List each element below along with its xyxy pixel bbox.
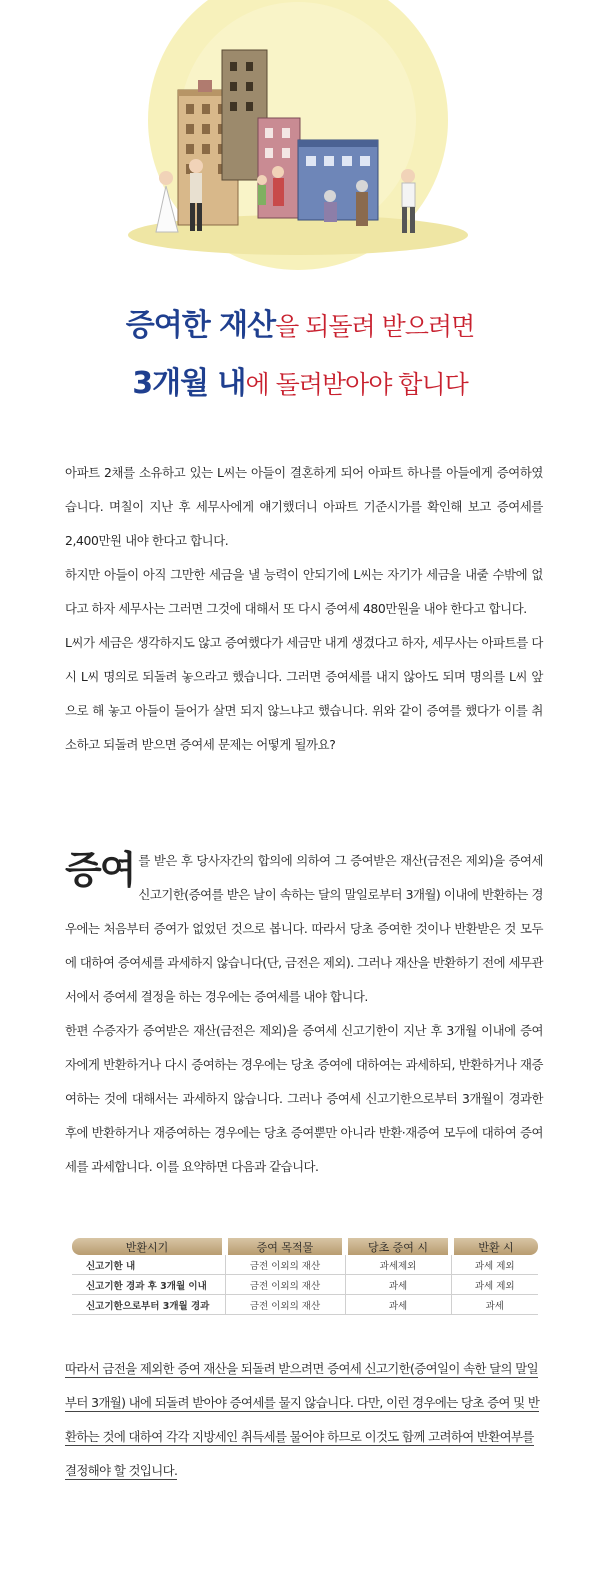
headline-rest: 에 돌려받아야 합니다 xyxy=(245,370,468,399)
table-cell: 과세 제외 xyxy=(451,1275,538,1295)
headline-line-1 xyxy=(0,300,600,344)
table-cell: 신고기한으로부터 3개월 경과 xyxy=(72,1295,225,1315)
table-header: 증여 목적물 xyxy=(225,1238,345,1255)
table-cell: 금전 이외의 재산 xyxy=(225,1295,345,1315)
table-header: 반환시기 xyxy=(72,1238,225,1255)
table-cell: 신고기한 경과 후 3개월 이내 xyxy=(72,1275,225,1295)
table-cell: 과세 xyxy=(345,1295,451,1315)
headline-rest: 을 되돌려 받으려면 xyxy=(275,312,475,341)
table-cell: 과세 제외 xyxy=(451,1255,538,1275)
table-row xyxy=(72,1255,538,1275)
table-row xyxy=(72,1295,538,1315)
headline-emphasis: 3개월 내 xyxy=(132,366,246,401)
family-city-illustration-icon xyxy=(0,0,600,270)
table-cell: 과세 xyxy=(451,1295,538,1315)
conclusion xyxy=(65,1352,543,1488)
table-cell: 과세제외 xyxy=(345,1255,451,1275)
summary-table xyxy=(72,1238,538,1315)
table-cell: 과세 xyxy=(345,1275,451,1295)
story-paragraph: 아파트 2채를 소유하고 있는 L씨는 아들이 결혼하게 되어 아파트 하나를 아들에게 증여하였습니다. 며칠이 지난 후 세무사에게 얘기했더니 아파트 기준시가를 확인해 보고 증여세를 2,400만원 내야 한다고 합니다. xyxy=(65,465,543,548)
table-row xyxy=(72,1275,538,1295)
dropcap: 증여 xyxy=(65,848,135,892)
headline-emphasis: 증여한 재산 xyxy=(125,308,276,343)
table-header: 반환 시 xyxy=(451,1238,538,1255)
conclusion-text: 따라서 금전을 제외한 증여 재산을 되돌려 받으려면 증여세 신고기한(증여일이 속한 달의 말일부터 3개월) 내에 되돌려 받아야 증여세를 물지 않습니다. 다만, 이런 경우에는 당초 증여 및 반환하는 것에 대하여 각각 지방세인 취득세를 물어야 하므로 이것도 함께 고려하여 반환여부를 결정해야 할 것입니다. xyxy=(65,1361,540,1478)
explanation-text: 를 받은 후 당사자간의 합의에 의하여 그 증여받은 재산(금전은 제외)을 증여세 신고기한(증여를 받은 날이 속하는 달의 말일로부터 3개월) 이내에 반환하는 경우에는 처음부터 증여가 없었던 것으로 봅니다. 따라서 당초 증여한 것이나 반환받은 것 모두에 대하여 증여세를 과세하지 않습니다(단, 금전은 제외). 그러나 재산을 반환하기 전에 세무관서에서 증여세 결정을 하는 경우에는 증여세를 내야 합니다. xyxy=(65,853,543,1004)
table-header-row xyxy=(72,1238,538,1255)
headline-line-2 xyxy=(0,358,600,402)
table-header: 당초 증여 시 xyxy=(345,1238,451,1255)
table-cell: 금전 이외의 재산 xyxy=(225,1255,345,1275)
story-paragraph: 하지만 아들이 아직 그만한 세금을 낼 능력이 안되기에 L씨는 자기가 세금을 내줄 수밖에 없다고 하자 세무사는 그러면 그것에 대해서 또 다시 증여세 480만원을 내야 한다고 합니다. xyxy=(65,567,543,616)
case-story xyxy=(65,456,543,762)
story-paragraph: L씨가 세금은 생각하지도 않고 증여했다가 세금만 내게 생겼다고 하자, 세무사는 아파트를 다시 L씨 명의로 되돌려 놓으라고 했습니다. 그러면 증여세를 내지 않아도 되며 명의를 L씨 앞으로 해 놓고 아들이 들어가 살면 되지 않느냐고 했습니다. 위와 같이 증여를 했다가 이를 취소하고 되돌려 받으면 증여세 문제는 어떻게 될까요? xyxy=(65,635,543,752)
explanation xyxy=(65,844,543,1184)
table-cell: 신고기한 내 xyxy=(72,1255,225,1275)
explanation-paragraph: 한편 수증자가 증여받은 재산(금전은 제외)을 증여세 신고기한이 지난 후 3개월 이내에 증여자에게 반환하거나 다시 증여하는 경우에는 당초 증여에 대하여는 과세하되, 반환하거나 재증여하는 것에 대해서는 과세하지 않습니다. 그러나 증여세 신고기한으로부터 3개월이 경과한 후에 반환하거나 재증여하는 경우에는 당초 증여뿐만 아니라 반환·재증여 모두에 대하여 증여세를 과세합니다. 이를 요약하면 다음과 같습니다. xyxy=(65,1023,543,1174)
table-cell: 금전 이외의 재산 xyxy=(225,1275,345,1295)
explanation-paragraph xyxy=(65,844,543,1014)
